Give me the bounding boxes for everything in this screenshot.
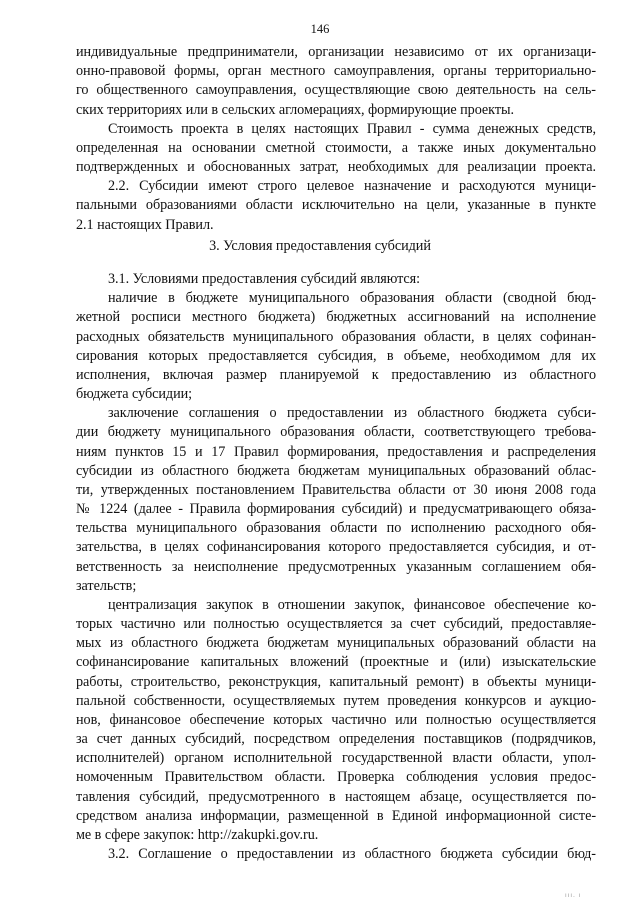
text-line: ти, утвержденных постановлением Правительства области от 30 июня 2008 года xyxy=(76,481,596,498)
section-heading: 3. Условия предоставления субсидий xyxy=(209,237,431,254)
text-line: бюджета субсидии; xyxy=(76,386,193,403)
text-line: софинансирование капитальных вложений (проектные и (или) изыскательские xyxy=(76,654,596,671)
text-line: ниям пунктов 15 и 17 Правил формирования, предоставления и распределения xyxy=(76,443,596,460)
text-line: 3.2. Соглашение о предоставлении из областного бюджета субсидии бюд- xyxy=(108,846,596,862)
text-line: 3.1. Условиями предоставления субсидий являются: xyxy=(108,271,421,288)
text-line: зательств; xyxy=(76,577,137,594)
text-line: 2.1 настоящих Правил. xyxy=(76,216,214,233)
text-line: номоченным Правительством области. Проверка соблюдения условия предос- xyxy=(76,769,596,786)
text-line: зательства, в целях софинансирования которого предоставляется субсидия, и от- xyxy=(76,539,596,556)
text-line: пальными образованиями области исключительно на цели, указанные в пункте xyxy=(76,197,596,214)
text-line: исполнения, включая размер планируемой к предоставлению из областного xyxy=(76,366,596,383)
text-line: № 1224 (далее - Правила формирования субсидий) и предусматривающего обяза- xyxy=(76,501,596,518)
text-line: исполнителей) органом исполнительной государственной власти области, упол- xyxy=(76,750,596,767)
text-line: онно-правовой формы, орган местного самоуправления, органы территориально- xyxy=(76,63,596,80)
text-line: жетной росписи местного бюджета) бюджетных ассигнований на исполнение xyxy=(76,309,596,326)
text-line: подтвержденных и обоснованных затрат, необходимых для реализации проекта. xyxy=(76,159,596,175)
text-line: го общественного самоуправления, осуществляющие свою деятельность на сель- xyxy=(76,82,596,99)
text-line: мых из областного бюджета бюджетам муниципальных образований области на xyxy=(76,635,596,652)
page-number: 146 xyxy=(310,22,330,36)
text-line: индивидуальные предприниматели, организации независимо от их организаци- xyxy=(76,44,596,60)
text-line: ме в сфере закупок: http://zakupki.gov.ru. xyxy=(76,826,319,843)
text-line: Стоимость проекта в целях настоящих Правил - сумма денежных средств, xyxy=(108,120,596,137)
text-line: за счет данных субсидий, посредством определения поставщиков (подрядчиков, xyxy=(76,731,596,747)
text-line: средством анализа информации, размещенной в Единой информационной систе- xyxy=(76,807,596,824)
text-line: 2.2. Субсидии имеют строго целевое назначение и расходуются муници- xyxy=(108,178,596,195)
text-line: централизация закупок в отношении закупок, финансовое обеспечение ко- xyxy=(108,596,596,613)
text-line: работы, строительство, реконструкция, капитальный ремонт) в объекты муници- xyxy=(76,673,596,690)
text-line: наличие в бюджете муниципального образования области (сводной бюд- xyxy=(108,290,596,307)
text-line: субсидии из областного бюджета бюджетам муниципальных образований облас- xyxy=(76,462,596,479)
text-line: сирования которых предоставляется субсидия, в объеме, необходимом для их xyxy=(76,347,596,364)
text-line: расходных обязательств муниципального образования области, в целях софинан- xyxy=(76,328,596,345)
text-line: ветственность за неисполнение предусмотренных указанным соглашением обя- xyxy=(76,558,596,575)
text-line: нов, финансовое обеспечение которых частично или полностью осуществляется xyxy=(76,711,596,728)
scan-footer-mark: ııı. ı xyxy=(565,892,582,899)
text-line: определенная на основании сметной стоимости, а также иных документально xyxy=(76,139,596,156)
text-line: заключение соглашения о предоставлении из областного бюджета субси- xyxy=(108,405,596,422)
text-line: торых частично или полностью осуществляется за счет субсидий, предоставляе- xyxy=(76,616,596,632)
text-line: пальной собственности, осуществляемых путем проведения конкурсов и аукцио- xyxy=(76,692,596,709)
text-line: ских территориях или в сельских агломерациях, формирующие проекты. xyxy=(76,101,514,118)
text-line: дии бюджету муниципального образования области, соответствующего требова- xyxy=(76,424,596,441)
text-line: тавления субсидий, предусмотренного в настоящем абзаце, осуществляется по- xyxy=(76,788,596,805)
text-line: тельства муниципального образования области по исполнению расходного обя- xyxy=(76,520,596,537)
